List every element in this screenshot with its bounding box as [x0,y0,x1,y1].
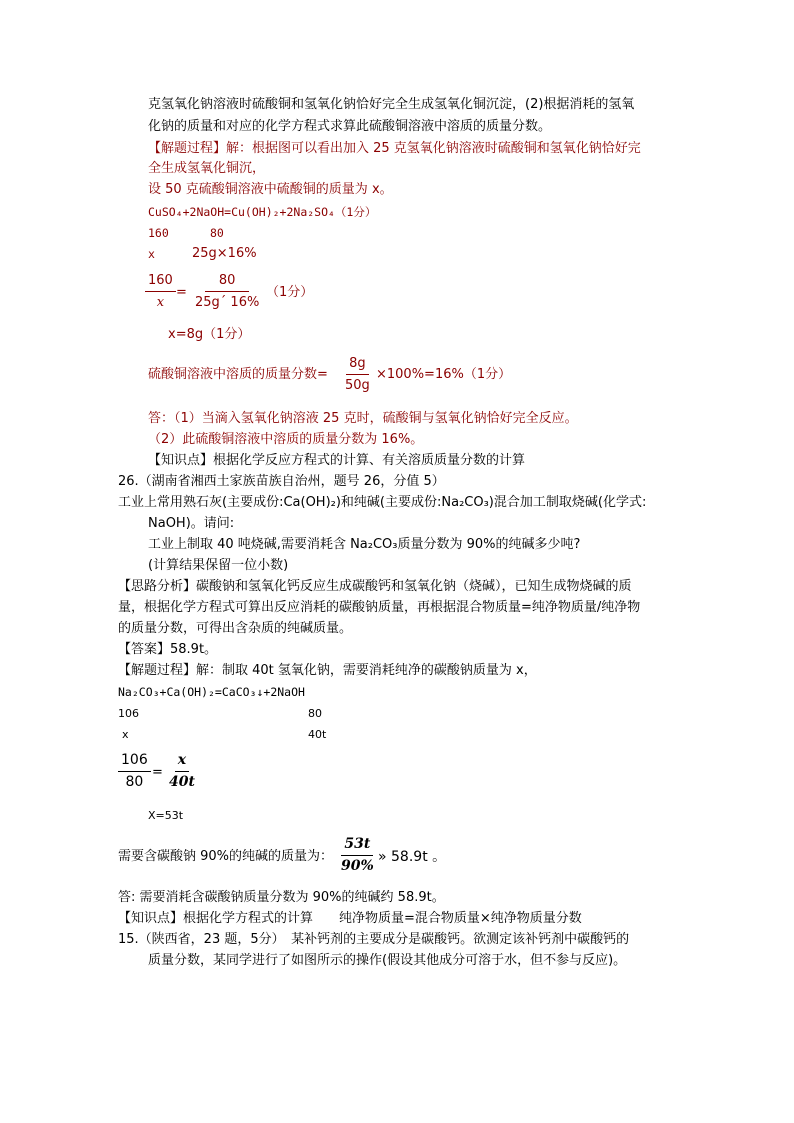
ratio-fraction-right [192,272,262,311]
question-text: (计算结果保留一位小数) [148,558,289,573]
quantity-b: 25g×16% [192,246,257,261]
final-answer: 答: 需要消耗含碳酸钠质量分数为 90%的纯碱约 58.9t。 [118,890,445,905]
result-line: X=53t [148,809,184,822]
answer-line: （2）此硫酸铜溶液中溶质的质量分数为 16%。 [148,432,424,447]
answer-line: 答：（1）当滴入氢氧化钠溶液 25 克时，硫酸铜与氢氧化钠恰好完全反应。 [148,411,578,426]
ratio-fraction-left [118,752,151,791]
fraction-denominator: 90% [341,858,374,874]
assumption-line: 设 50 克硫酸铜溶液中硫酸铜的质量为 x。 [148,182,393,197]
chemical-equation: Na₂CO₃+Ca(OH)₂=CaCO₃↓+2NaOH [118,685,305,699]
quantity-a: x [148,247,155,261]
approx-result: » 58.9t 。 [378,849,447,865]
text-line: 化钠的质量和对应的化学方程式求算此硫酸铜溶液中溶质的质量分数。 [148,119,552,134]
solution-process-line: 全生成氢氧化铜沉， [148,161,266,176]
fraction-denominator: 50g [345,378,370,393]
analysis-text: 的质量分数，可得出含杂质的纯碱质量。 [118,621,353,636]
fraction-denominator: 40t [169,774,195,790]
analysis-text: 【思路分析】碳酸钠和氢氧化钙反应生成碳酸钙和氢氧化钠（烧碱），已知生成物烧碱的质 [118,579,632,594]
quantity-a: x [122,728,129,741]
result-line: x=8g（1分） [168,327,251,342]
fraction-denominator: 80 [125,774,144,790]
quantity-b: 40t [308,728,327,741]
fraction-numerator: x [175,752,189,772]
question-header: 26.（湖南省湘西土家族苗族自治州，题号 26，分值 5） [118,474,445,489]
fraction-numerator: 160 [145,272,176,292]
ratio-fraction-right [166,752,198,791]
chemical-equation: CuSO₄+2NaOH=Cu(OH)₂+2Na₂SO₄（1分） [148,205,377,219]
fraction-numerator: 80 [205,272,250,292]
mass-fraction-result: ×100%=16%（1分） [376,367,512,382]
ratio-fraction-left [145,272,176,311]
molar-mass-a: 106 [118,707,139,720]
required-mass-label: 需要含碳酸钠 90%的纯碱的质量为： [118,849,334,864]
question-header: 15.（陕西省，23 题，5分） 某补钙剂的主要成分是碳酸钙。欲测定该补钙剂中碳酸钙的 [118,932,630,947]
equals-sign: = [176,285,187,300]
fraction-denominator: x [156,295,165,310]
fraction-numerator: 8g [346,355,369,375]
molar-mass-a: 160 [148,226,169,240]
mass-fraction-label: 硫酸铜溶液中溶质的质量分数= [148,367,328,382]
molar-mass-b: 80 [210,226,224,240]
fraction-numerator: 106 [118,752,151,772]
question-text: 工业上常用熟石灰(主要成份:Ca(OH)₂)和纯碱(主要成份:Na₂CO₃)混合加工制取烧碱(化学式: [118,495,647,510]
question-text: NaOH)。请问: [148,516,235,531]
solution-process-line: 【解题过程】解：根据图可以看出加入 25 克氢氧化钠溶液时硫酸铜和氢氧化钠恰好完 [148,141,641,156]
score-note: （1分） [266,285,314,300]
text-line: 克氢氧化钠溶液时硫酸铜和氢氧化钠恰好完全生成氢氧化铜沉淀，(2)根据消耗的氢氧 [148,97,635,112]
answer-line: 【答案】58.9t。 [118,642,218,657]
fraction-numerator: 53t [341,836,373,856]
question-text: 质量分数，某同学进行了如图所示的操作(假设其他成分可溶于水，但不参与反应)。 [148,953,627,968]
solution-process-line: 【解题过程】解：制取 40t 氢氧化钠，需要消耗纯净的碳酸钠质量为 x， [118,663,537,678]
analysis-text: 量，根据化学方程式可算出反应消耗的碳酸钠质量，再根据混合物质量=纯净物质量/纯净物 [118,600,641,615]
molar-mass-b: 80 [308,707,322,720]
question-text: 工业上制取 40 吨烧碱,需要消耗含 Na₂CO₃质量分数为 90%的纯碱多少吨? [148,537,581,552]
required-mass-fraction [338,836,377,875]
equals-sign: = [152,765,163,780]
fraction-denominator: 25g´ 16% [195,295,260,310]
mass-fraction [342,355,373,394]
knowledge-point: 【知识点】根据化学反应方程式的计算、有关溶质质量分数的计算 [148,453,526,468]
knowledge-point: 【知识点】根据化学方程式的计算 纯净物质量=混合物质量×纯净物质量分数 [118,911,582,926]
